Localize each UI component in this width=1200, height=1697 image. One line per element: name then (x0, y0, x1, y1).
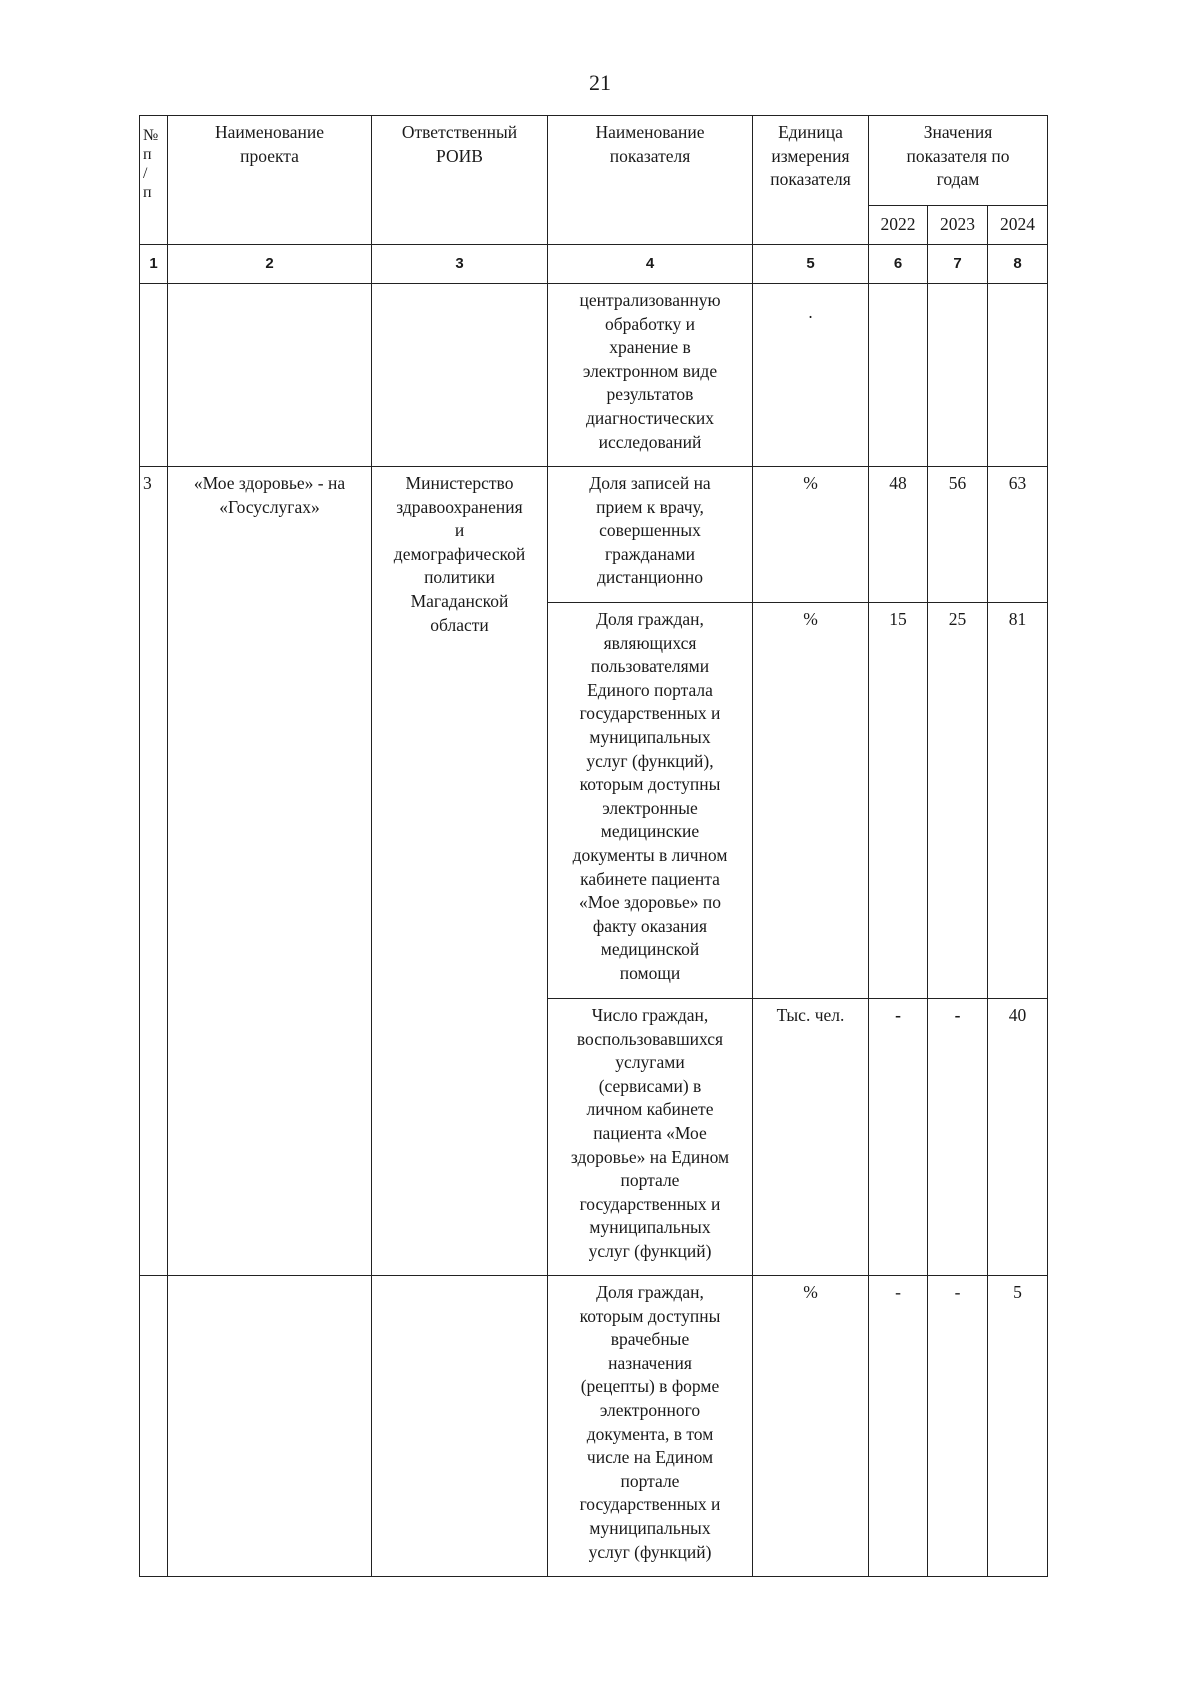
value-2022: 48 (869, 467, 928, 603)
header-unit: Единица измерения показателя (753, 116, 869, 245)
column-number: 5 (753, 245, 869, 284)
responsible-roiv (372, 284, 548, 467)
value-2022: 15 (869, 603, 928, 999)
value-2024: 40 (988, 999, 1048, 1276)
column-numbers-row (140, 245, 1048, 284)
value-2022 (869, 284, 928, 467)
value-2024: 63 (988, 467, 1048, 603)
header-project-name: Наименование проекта (168, 116, 372, 245)
table-row (140, 1276, 1048, 1577)
header-year-2024: 2024 (988, 206, 1048, 245)
value-2023: 56 (928, 467, 988, 603)
column-number: 2 (168, 245, 372, 284)
indicator-name: централизованную обработку и хранение в электронном виде результатов диагностических исследований (548, 284, 753, 467)
unit: % (753, 467, 869, 603)
project-name: «Мое здоровье» - на «Госуслугах» (168, 467, 372, 1276)
indicator-name: Доля записей на прием к врачу, совершенных гражданами дистанционно (548, 467, 753, 603)
unit: % (753, 603, 869, 999)
value-2024 (988, 284, 1048, 467)
column-number: 6 (869, 245, 928, 284)
header-indicator-name: Наименование показателя (548, 116, 753, 245)
row-number (140, 284, 168, 467)
column-number: 8 (988, 245, 1048, 284)
header-values-by-year: Значения показателя по годам (869, 116, 1048, 206)
project-name (168, 284, 372, 467)
header-year-2022: 2022 (869, 206, 928, 245)
value-2023: - (928, 1276, 988, 1577)
indicators-table (139, 115, 1048, 1577)
value-2023 (928, 284, 988, 467)
indicator-name: Доля граждан, которым доступны врачебные назначения (рецепты) в форме электронного документа, в том числе на Едином портале государственных и муниципальных услуг (функций) (548, 1276, 753, 1577)
responsible-roiv (372, 1276, 548, 1577)
row-number: 3 (140, 467, 168, 1276)
value-2022: - (869, 1276, 928, 1577)
unit: % (753, 1276, 869, 1577)
page-number: 21 (589, 70, 611, 95)
table-row (140, 467, 1048, 603)
indicator-name: Число граждан, воспользовавшихся услугами (сервисами) в личном кабинете пациента «Мое здоровье» на Едином портале государственных и муниципальных услуг (функций) (548, 999, 753, 1276)
header-responsible-roiv: Ответственный РОИВ (372, 116, 548, 245)
column-number: 4 (548, 245, 753, 284)
project-name (168, 1276, 372, 1577)
row-number (140, 1276, 168, 1577)
unit: · (753, 284, 869, 467)
column-number: 7 (928, 245, 988, 284)
header-year-2023: 2023 (928, 206, 988, 245)
value-2023: 25 (928, 603, 988, 999)
indicator-name: Доля граждан, являющихся пользователями Единого портала государственных и муниципальных услуг (функций), которым доступны электронные медицинские документы в личном кабинете пациента «Мое здоровье» по факту оказания медицинской помощи (548, 603, 753, 999)
value-2024: 81 (988, 603, 1048, 999)
responsible-roiv: Министерство здравоохранения и демографической политики Магаданской области (372, 467, 548, 1276)
unit: Тыс. чел. (753, 999, 869, 1276)
table-row (140, 284, 1048, 467)
value-2022: - (869, 999, 928, 1276)
column-number: 3 (372, 245, 548, 284)
header-number: № п / п (140, 116, 168, 245)
column-number: 1 (140, 245, 168, 284)
header-row (140, 116, 1048, 206)
value-2023: - (928, 999, 988, 1276)
value-2024: 5 (988, 1276, 1048, 1577)
